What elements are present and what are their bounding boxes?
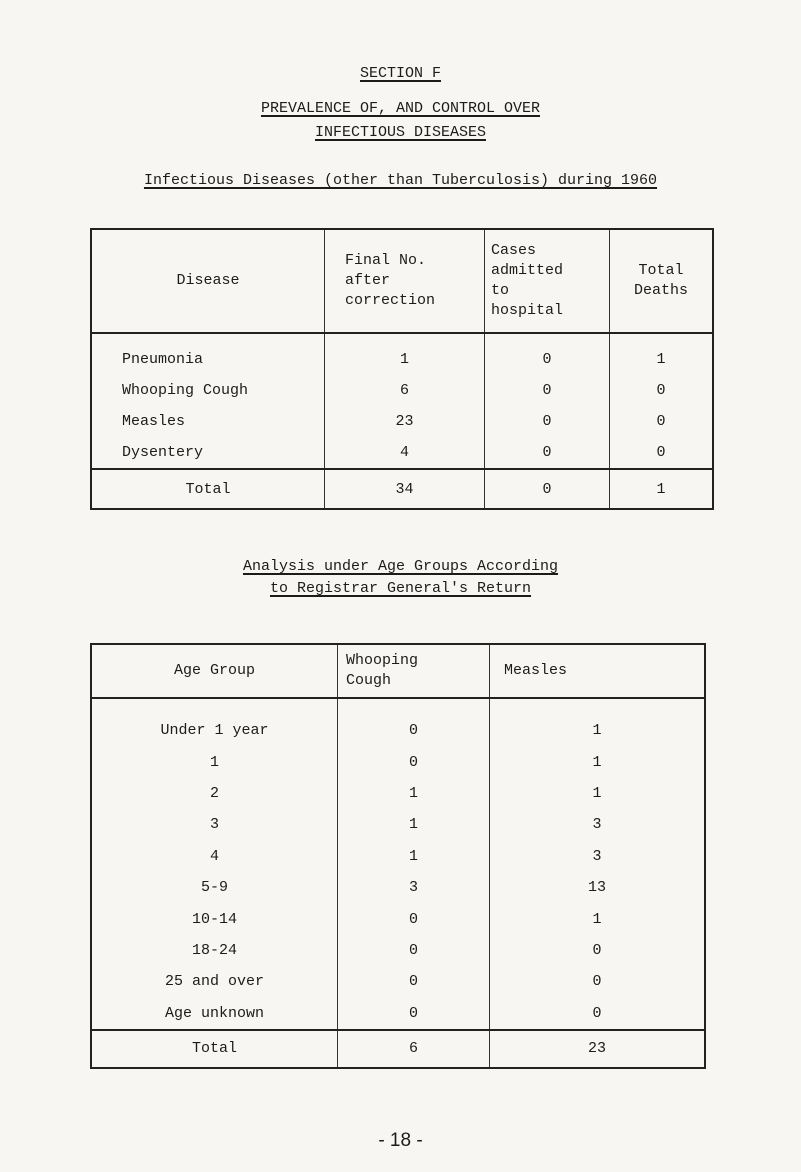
whooping-cell: 0 [338, 935, 490, 966]
total-row [91, 1030, 705, 1068]
header-admitted-line-4: hospital [491, 302, 564, 319]
table-row [91, 935, 705, 966]
table-row [91, 746, 705, 777]
final-cell: 23 [325, 406, 485, 437]
admitted-cell: 0 [485, 333, 610, 375]
header-admitted-line-3: to [491, 282, 510, 299]
deaths-cell: 0 [656, 444, 666, 461]
table-row [91, 437, 713, 469]
total-whooping: 6 [338, 1030, 490, 1068]
disease-cell: Dysentery [91, 437, 325, 469]
table-row [91, 998, 705, 1030]
table-row [91, 903, 705, 934]
measles-cell: 1 [592, 753, 602, 771]
table-row [91, 778, 705, 809]
whooping-cell: 0 [338, 746, 490, 777]
whooping-cell: 3 [338, 872, 490, 903]
header-total-deaths [610, 229, 714, 333]
header-whooping-cough [338, 644, 490, 698]
table-row [91, 872, 705, 903]
whooping-cell: 1 [338, 841, 490, 872]
whooping-cell: 0 [338, 903, 490, 934]
age-cell: 5-9 [91, 872, 338, 903]
header-whooping-line-2: Cough [346, 672, 392, 689]
table-header-row [91, 229, 713, 333]
total-admitted: 0 [485, 469, 610, 509]
whooping-cell: 0 [338, 698, 490, 746]
measles-cell: 0 [592, 941, 602, 959]
measles-cell: 3 [592, 816, 602, 834]
measles-cell: 3 [592, 847, 602, 865]
age-cell: 3 [91, 809, 338, 840]
header-disease: Disease [91, 229, 325, 333]
analysis-title-line-1: Analysis under Age Groups According [242, 558, 559, 575]
age-cell: 18-24 [91, 935, 338, 966]
total-deaths: 1 [610, 469, 714, 509]
page-number: - 18 - [378, 1130, 423, 1151]
header-measles: Measles [490, 644, 706, 698]
age-cell: Age unknown [91, 998, 338, 1030]
page-title-line-2: INFECTIOUS DISEASES [314, 124, 487, 141]
header-final-line-1: Final No. [345, 252, 427, 269]
total-label: Total [91, 469, 325, 509]
table-row [91, 333, 713, 375]
total-final: 34 [325, 469, 485, 509]
infectious-diseases-subtitle: Infectious Diseases (other than Tuberculosis) during 1960 [143, 172, 658, 189]
page-title-line-1: PREVALENCE OF, AND CONTROL OVER [260, 100, 541, 117]
header-admitted-line-1: Cases [491, 242, 537, 259]
measles-cell: 0 [592, 1004, 602, 1022]
deaths-cell: 0 [656, 382, 666, 399]
header-deaths-line-1: Total [638, 262, 684, 279]
header-whooping-line-1: Whooping [346, 652, 419, 669]
table-row [91, 698, 705, 746]
admitted-cell: 0 [485, 375, 610, 406]
total-label: Total [91, 1030, 338, 1068]
disease-cell: Whooping Cough [91, 375, 325, 406]
admitted-cell: 0 [485, 437, 610, 469]
header-final-line-2: after [345, 272, 391, 289]
header-admitted-line-2: admitted [491, 262, 564, 279]
measles-cell: 1 [592, 722, 602, 740]
header-final-number [325, 229, 485, 333]
disease-cell: Measles [91, 406, 325, 437]
table-row [91, 966, 705, 997]
whooping-cell: 0 [338, 998, 490, 1030]
whooping-cell: 1 [338, 809, 490, 840]
age-cell: Under 1 year [91, 698, 338, 746]
header-final-line-3: correction [345, 292, 436, 309]
header-admitted [485, 229, 610, 333]
deaths-cell: 1 [656, 351, 666, 368]
admitted-cell: 0 [485, 406, 610, 437]
table-row [91, 841, 705, 872]
analysis-title-line-2: to Registrar General's Return [269, 580, 532, 597]
measles-cell: 1 [592, 784, 602, 802]
age-group-table [90, 643, 706, 1069]
measles-cell: 13 [587, 879, 606, 897]
table-row [91, 809, 705, 840]
final-cell: 6 [325, 375, 485, 406]
table-row [91, 406, 713, 437]
total-measles: 23 [490, 1030, 706, 1068]
table-row [91, 375, 713, 406]
final-cell: 1 [325, 333, 485, 375]
measles-cell: 1 [592, 910, 602, 928]
whooping-cell: 0 [338, 966, 490, 997]
age-cell: 2 [91, 778, 338, 809]
infectious-diseases-table [90, 228, 714, 510]
total-row [91, 469, 713, 509]
age-cell: 10-14 [91, 903, 338, 934]
whooping-cell: 1 [338, 778, 490, 809]
deaths-cell: 0 [656, 413, 666, 430]
age-cell: 1 [91, 746, 338, 777]
age-cell: 4 [91, 841, 338, 872]
age-cell: 25 and over [91, 966, 338, 997]
header-deaths-line-2: Deaths [633, 282, 688, 299]
disease-cell: Pneumonia [91, 333, 325, 375]
measles-cell: 0 [592, 973, 602, 991]
table-header-row [91, 644, 705, 698]
section-heading: SECTION F [359, 65, 441, 82]
final-cell: 4 [325, 437, 485, 469]
header-age-group: Age Group [91, 644, 338, 698]
